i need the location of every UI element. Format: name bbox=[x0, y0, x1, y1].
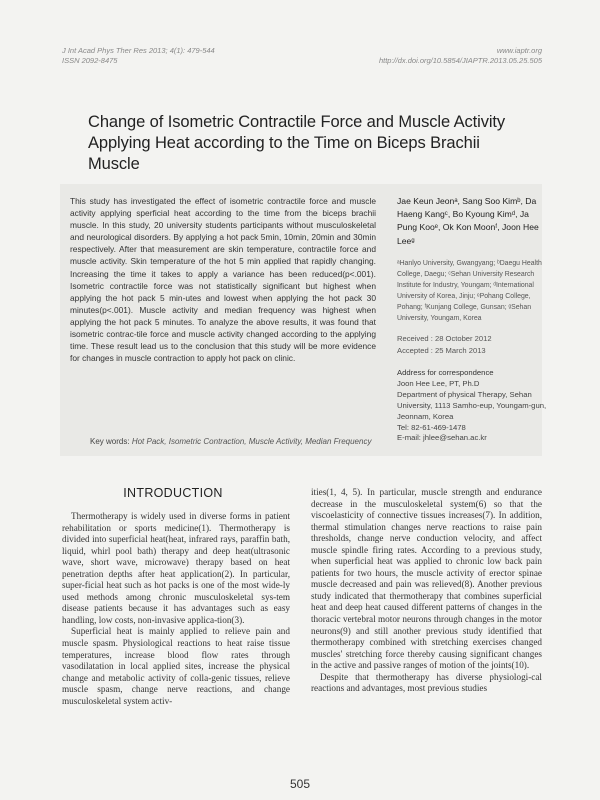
keywords-label: Key words: bbox=[90, 437, 130, 446]
correspondence-email[interactable]: E-mail: jhlee@sehan.ac.kr bbox=[397, 433, 487, 443]
body-column-right bbox=[311, 487, 542, 695]
body-paragraph: Superficial heat is mainly applied to relieve pain and muscle spasm. Physiological reactions to heat raise tissue temperatures, increase blood flow rates through vasodilatation in local applied sites, increase the physical change and metabolic activity of colla-genic tissues, relieve muscle spasm, change nerve reactions, and change musculoskeletal system activ- bbox=[62, 626, 290, 706]
correspondence-name: Joon Hee Lee, PT, Ph.D bbox=[397, 378, 480, 388]
keywords-values: Hot Pack, Isometric Contraction, Muscle Activity, Median Frequency bbox=[131, 437, 372, 446]
page-number: 505 bbox=[289, 777, 311, 791]
keywords bbox=[90, 437, 390, 446]
journal-issn: ISSN 2092-8475 bbox=[62, 56, 118, 65]
correspondence-block bbox=[397, 368, 549, 444]
author-list: Jae Keun Jeonᵃ, Sang Soo Kimᵇ, Da Haeng Kangᶜ, Bo Kyoung Kimᵈ, Ja Pung Kooᵉ, Ok Kon Moonᶠ, Joon Hee Leeᵍ bbox=[397, 196, 539, 246]
correspondence-tel: Tel: 82-61-469-1478 bbox=[397, 422, 466, 432]
author-affiliations: ᵃHanlyo University, Gwangyang; ᵇDaegu Health College, Daegu; ᶜSehan University Research Institute for Industry, Youngam; ᵈInternational University of Korea, Jinju; ᵉPohang College, Pohang; ᶠKunjang College, Gunsan; ᵍSehan University, Youngam, Korea bbox=[397, 260, 542, 322]
correspondence-label: Address for correspondence bbox=[397, 368, 494, 377]
body-column-left bbox=[62, 511, 290, 707]
body-paragraph: Thermotherapy is widely used in diverse forms in patient rehabilitation or sports medicine(1). Thermotherapy is divided into superficial heat(heat, infrared rays, paraffin bath, liquid, whirl pool bath) therapy and deep heat(ultrasonic wave, short wave, microwave) therapy based on heat penetration depths after heat application(2). In particular, super-ficial heat such as hot packs is one of the most wide-ly used methods among chronic musculoskeletal sys-tem disease patients because it has advantages such as easy handling, low costs, non-invasive applica-tion(3). bbox=[62, 511, 290, 625]
received-date: Received : 28 October 2012 bbox=[397, 334, 492, 343]
journal-header-left bbox=[62, 46, 215, 66]
correspondence-address: Department of physical Therapy, Sehan University, 1113 Samho-eup, Youngam-gun, Jeonnam, Korea bbox=[397, 389, 547, 421]
journal-header-right bbox=[379, 46, 542, 66]
body-paragraph: Despite that thermotherapy has diverse physiologi-cal reactions and advantages, most previous studies bbox=[311, 671, 542, 694]
journal-citation: J Int Acad Phys Ther Res 2013; 4(1): 479-544 bbox=[62, 46, 215, 55]
article-dates bbox=[397, 333, 547, 356]
section-heading-introduction: INTRODUCTION bbox=[123, 486, 223, 500]
article-title: Change of Isometric Contractile Force and Muscle Activity Applying Heat according to the Time on Biceps Brachii Muscle bbox=[88, 113, 506, 173]
doi-link[interactable]: http://dx.doi.org/10.5854/JIAPTR.2013.05.25.505 bbox=[378, 56, 542, 65]
abstract-text: This study has investigated the effect of isometric contractile force and muscle activity applying sperficial heat according to the time from the biceps brachii muscle. In this study, 20 university students participants without musculoskeletal and neurological disorders. By applying a hot pack 5min, 10min, 20min and 30min respectively. After that measurement are skin temperature, contractile force and muscle activity. Skin temperature of the hot 5 min applied that rapidly changing. Increasing the time it takes to apply a variance has been reduced(p<.001). Isometric contractile force was not statistically significant but highest when applying the hot pack 5 min-utes and lowest when applying the hot pack 30 minutes(p<.001). Muscle activity and median frequency was highest when applying the hot pack 5 minutes. To analyze the above results, it was found that isometric contrac-tile force and muscle activity changed according to the applying time. These result lead us to the conclusion that this study will be more evidence for changes in muscle contraction to apply hot pack on clinic. bbox=[70, 196, 376, 364]
body-paragraph: ities(1, 4, 5). In particular, muscle strength and endurance decrease in the musculoskeletal system(6) so that the viscoelasticity of connective tissues increases(7). In addition, thermal stimulation changes nerve reactions to raise pain thresholds, change nerve conduction velocity, and affect muscle spindle firing rates. According to a previous study, when superficial heat was applied to chronic low back pain patients for two hours, the muscle activity of erector spinae muscle decreased and pain was relieved(8). Another previous study indicated that thermotherapy that combines superficial heat and deep heat caused different patterns of changes in the thoracic vertebral motor neurons through changes in the motor neurons(9) and still another previous study identified that thermotherapy combined with stretching exercises changed muscles' stretching force thereby causing significant changes in the active and passive ranges of motion of the joints(10). bbox=[311, 487, 542, 671]
accepted-date: Accepted : 25 March 2013 bbox=[397, 345, 486, 355]
journal-website-link[interactable]: www.iaptr.org bbox=[496, 46, 542, 55]
